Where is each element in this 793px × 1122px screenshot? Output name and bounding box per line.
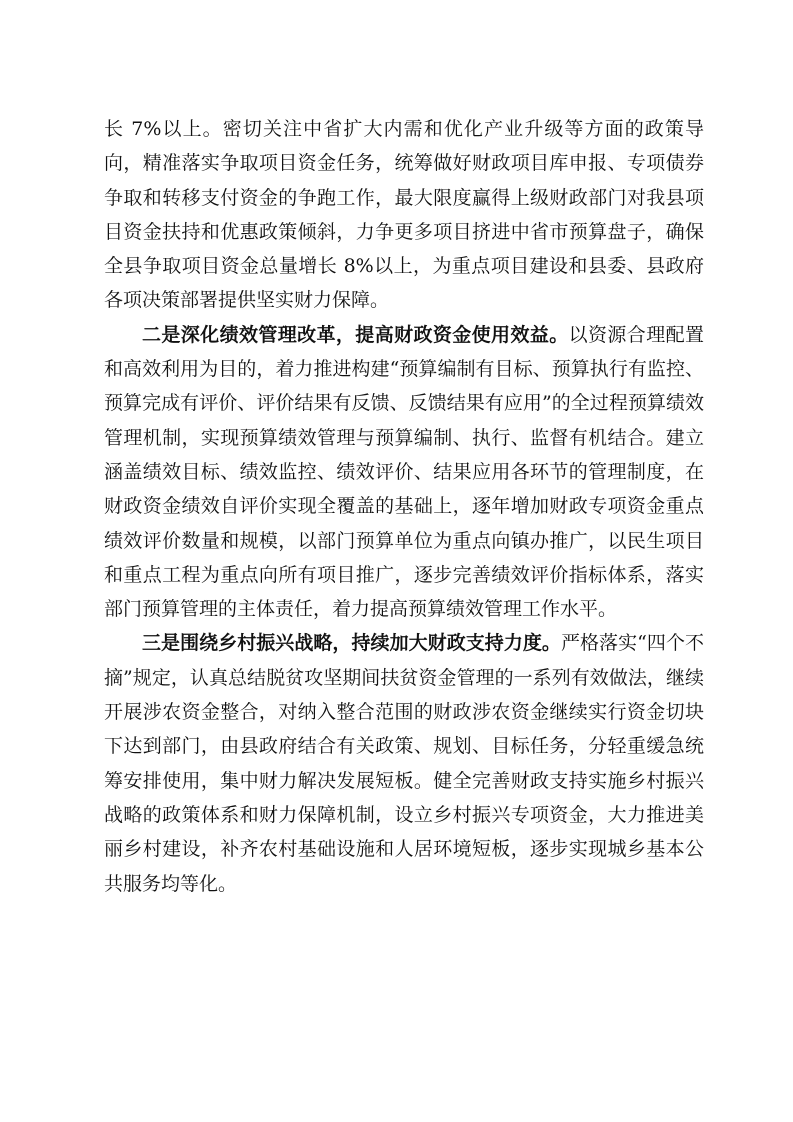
paragraph-2-heading: 二是深化绩效管理改革，提高财政资金使用效益。: [142, 323, 569, 346]
paragraph-3: [104, 626, 704, 900]
paragraph-3-heading: 三是围绕乡村振兴战略，持续加大财政支持力度。: [142, 632, 561, 655]
paragraph-2: [104, 318, 704, 627]
paragraph-2-text: 以资源合理配置和高效利用为目的，着力推进构建“预算编制有目标、预算执行有监控、预算完成有评价、评价结果有反馈、反馈结果有应用”的全过程预算绩效管理机制，实现预算绩效管理与预算编制、执行、监督有机结合。建立涵盖绩效目标、绩效监控、绩效评价、结果应用各环节的管理制度，在财政资金绩效自评价实现全覆盖的基础上，逐年增加财政专项资金重点绩效评价数量和规模，以部门预算单位为重点向镇办推广，以民生项目和重点工程为重点向所有项目推广，逐步完善绩效评价指标体系，落实部门预算管理的主体责任，着力提高预算绩效管理工作水平。: [104, 323, 704, 621]
paragraph-1: [104, 112, 704, 318]
paragraph-3-text: 严格落实“四个不摘”规定，认真总结脱贫攻坚期间扶贫资金管理的一系列有效做法，继续开展涉农资金整合，对纳入整合范围的财政涉农资金继续实行资金切块下达到部门，由县政府结合有关政策、规划、目标任务，分轻重缓急统筹安排使用，集中财力解决发展短板。健全完善财政支持实施乡村振兴战略的政策体系和财力保障机制，设立乡村振兴专项资金，大力推进美丽乡村建设，补齐农村基础设施和人居环境短板，逐步实现城乡基本公共服务均等化。: [104, 632, 704, 895]
document-body: [104, 112, 704, 901]
paragraph-1-text: 长 7%以上。密切关注中省扩大内需和优化产业升级等方面的政策导向，精准落实争取项目资金任务，统筹做好财政项目库申报、专项债券争取和转移支付资金的争跑工作，最大限度赢得上级财政部门对我县项目资金扶持和优惠政策倾斜，力争更多项目挤进中省市预算盘子，确保全县争取项目资金总量增长 8%以上，为重点项目建设和县委、县政府各项决策部署提供坚实财力保障。: [104, 118, 704, 312]
